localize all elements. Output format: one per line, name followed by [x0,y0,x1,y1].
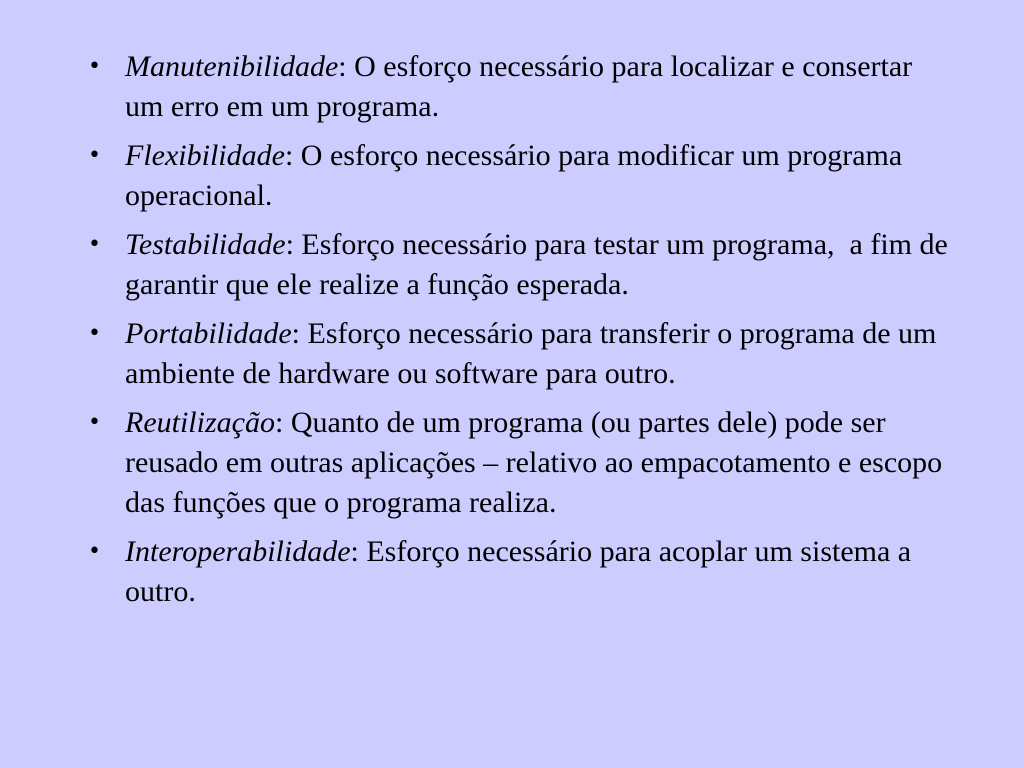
term-portabilidade: Portabilidade [125,317,292,350]
list-item-portabilidade [88,314,948,394]
list-item-flexibilidade [88,136,948,216]
bullet-icon: • [88,54,101,79]
description-flexibilidade: : O esforço necessário para modificar um programa operacional. [125,139,910,212]
bullet-icon: • [88,232,101,257]
list-item-interoperabilidade [88,532,948,612]
bullet-icon: • [88,539,101,564]
list-item-testabilidade [88,225,956,305]
description-manutenibilidade: : O esforço necessário para localizar e consertar um erro em um programa. [125,50,920,123]
bullet-icon: • [88,143,101,168]
bullet-icon: • [88,321,101,346]
description-portabilidade: : Esforço necessário para transferir o programa de um ambiente de hardware ou software para outro. [125,317,944,390]
bullet-icon: • [88,410,101,435]
term-manutenibilidade: Manutenibilidade [125,50,339,83]
description-testabilidade: : Esforço necessário para testar um programa, a fim de garantir que ele realize a função esperada. [125,228,956,301]
description-reutilizacao: : Quanto de um programa (ou partes dele) pode ser reusado em outras aplicações – relativo ao empacotamento e escopo das funções que o programa realiza. [125,406,950,519]
quality-attributes-list [88,47,956,621]
term-interoperabilidade: Interoperabilidade [125,535,351,568]
term-testabilidade: Testabilidade [125,228,286,261]
term-reutilizacao: Reutilização [125,406,275,439]
term-flexibilidade: Flexibilidade [125,139,285,172]
description-interoperabilidade: : Esforço necessário para acoplar um sistema a outro. [125,535,919,608]
list-item-manutenibilidade [88,47,948,127]
list-item-reutilizacao [88,403,948,523]
